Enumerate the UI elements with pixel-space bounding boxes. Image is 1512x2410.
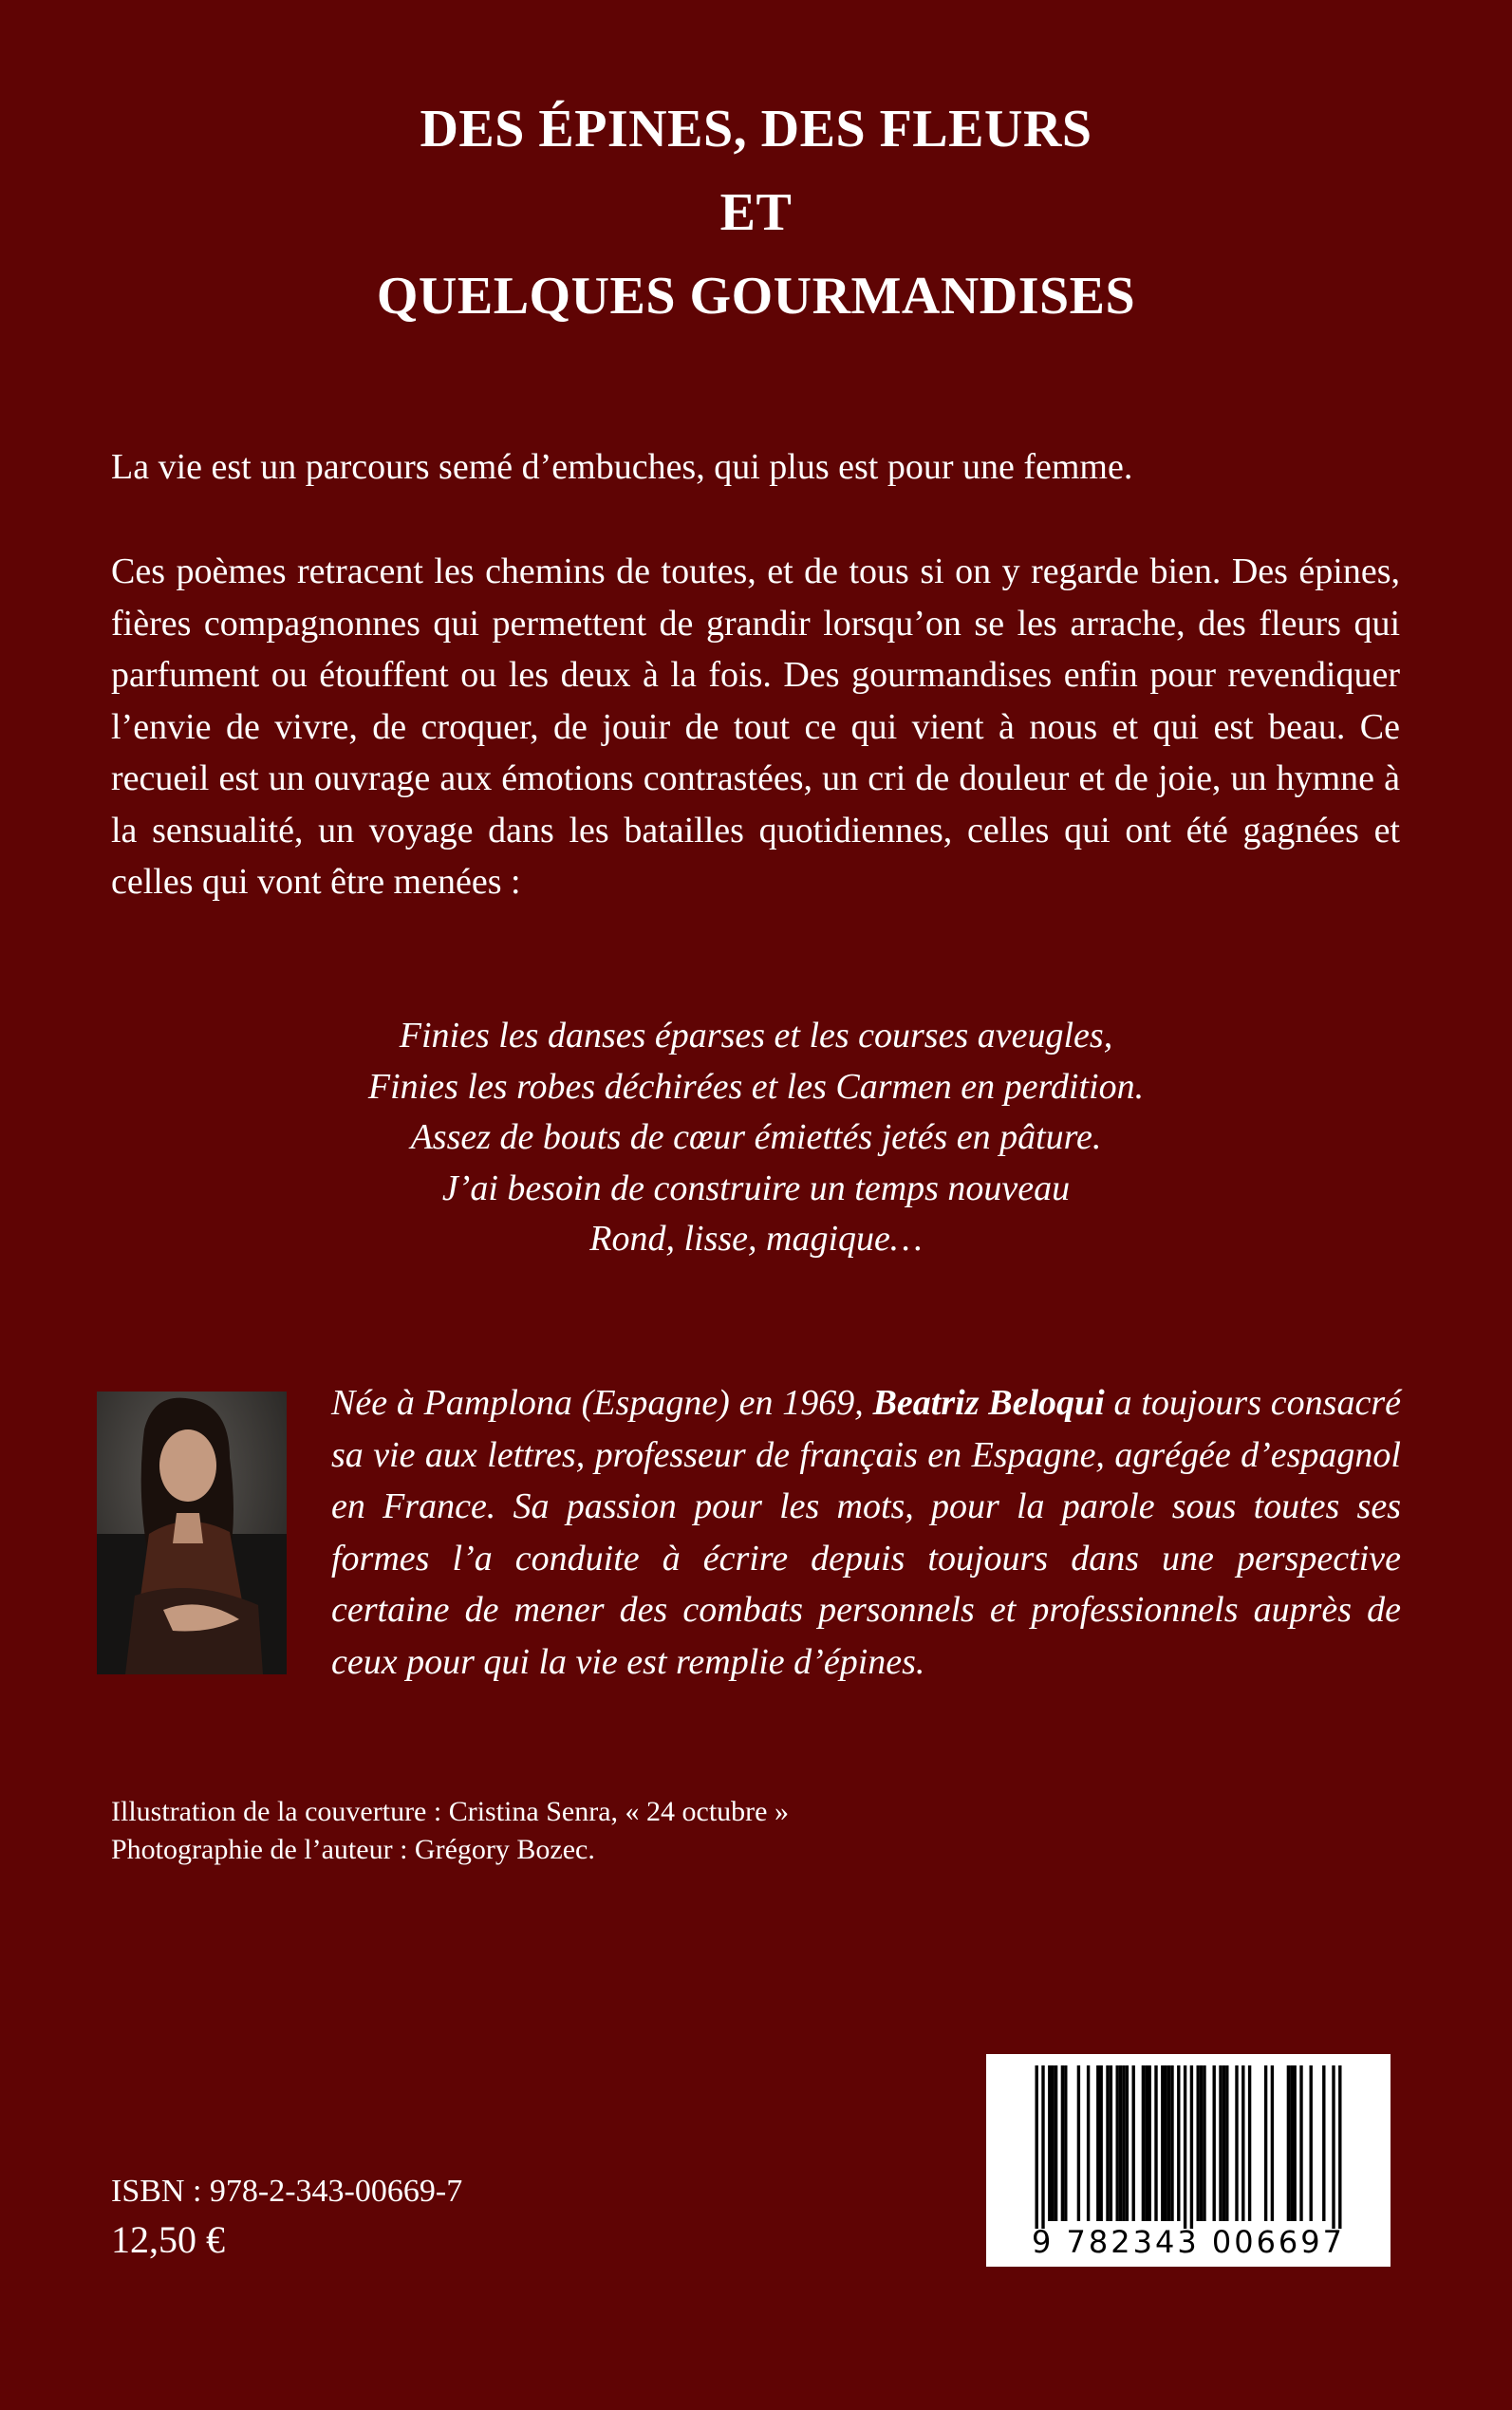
barcode-bar: [1200, 2065, 1203, 2221]
barcode-bar: [1223, 2065, 1225, 2221]
poem-line: Finies les robes déchirées et les Carmen en perdition.: [367, 1066, 1145, 1107]
barcode-bar: [1122, 2065, 1125, 2221]
title-line-3: QUELQUES GOURMANDISES: [376, 267, 1136, 326]
book-title: [0, 87, 1512, 338]
barcode-bar: [1241, 2065, 1244, 2221]
barcode-bar: [1338, 2065, 1341, 2229]
barcode-bar: [1116, 2065, 1119, 2221]
barcode-bar: [1142, 2065, 1145, 2221]
title-line-1: DES ÉPINES, DES FLEURS: [420, 100, 1092, 159]
barcode-bar: [1161, 2065, 1164, 2221]
poem-line: Rond, lisse, magique…: [589, 1219, 923, 1259]
barcode-bar: [1087, 2065, 1090, 2221]
credits: [111, 1793, 789, 1869]
barcode-bar: [1126, 2065, 1129, 2221]
barcode-bar: [1077, 2065, 1080, 2221]
barcode-bar: [1271, 2065, 1274, 2221]
barcode-bar: [1145, 2065, 1148, 2221]
barcode-bar: [1055, 2065, 1057, 2221]
barcode-bar: [1132, 2065, 1135, 2221]
lead-sentence: La vie est un parcours semé d’embuches, qui plus est pour une femme.: [111, 447, 1133, 487]
barcode-bar: [1294, 2065, 1297, 2221]
barcode-bar: [1148, 2065, 1151, 2221]
poem-line: Assez de bouts de cœur émiettés jetés en pâture.: [410, 1117, 1102, 1157]
barcode-bar: [1048, 2065, 1051, 2221]
barcode-digits: 9 782343 006697: [1031, 2224, 1345, 2260]
barcode-bar: [1096, 2065, 1099, 2221]
photo-credit: Photographie de l’auteur : Grégory Bozec.: [111, 1834, 595, 1865]
barcode-bar: [1203, 2065, 1205, 2221]
barcode-bar: [1235, 2065, 1238, 2221]
isbn: ISBN : 978-2-343-00669-7: [111, 2174, 463, 2209]
author-bio: [331, 1377, 1401, 1688]
barcode-bar: [1167, 2065, 1170, 2221]
illustration-credit: Illustration de la couverture : Cristina Senra, « 24 octubre »: [111, 1796, 789, 1827]
barcode-bar: [1310, 2065, 1313, 2221]
barcode-bar: [1170, 2065, 1173, 2221]
bio-text: a toujours consacré sa vie aux lettres, professeur de français en Espagne, agrégée d’espagnol en France. Sa passion pour les mots, pour la parole sous toutes ses formes l’a conduite à écrire depuis toujours dans une perspective certaine de mener des combats personnels et professionnels auprès de ceux pour qui la vie est remplie d’épines.: [331, 1383, 1401, 1682]
barcode-bar: [1061, 2065, 1064, 2221]
barcode-bar: [1332, 2065, 1335, 2229]
barcode-bar: [1213, 2065, 1216, 2221]
barcode-bar: [1119, 2065, 1122, 2221]
barcode-bar: [1036, 2065, 1038, 2229]
barcode: [986, 2054, 1391, 2267]
poem-excerpt: [0, 1011, 1512, 1265]
description-paragraph: Ces poèmes retracent les chemins de toutes, et de tous si on y regarde bien. Des épines, fières compagnonnes qui permettent de grandir lorsqu’on se les arrache, des fleurs qui parfument ou étouffent ou les deux à la fois. Des gourmandises enfin pour revendiquer l’envie de vivre, de croquer, de jouir de tout ce qui vient à nous et qui est beau. Ce recueil est un ouvrage aux émotions contrastées, un cri de douleur et de joie, un hymne à la sensualité, un voyage dans les batailles quotidiennes, celles qui ont été gagnées et celles qui vont être menées :: [111, 551, 1400, 902]
author-name: Beatriz Beloqui: [872, 1383, 1105, 1423]
barcode-bar: [1165, 2065, 1167, 2221]
barcode-bar: [1110, 2065, 1112, 2221]
barcode-bar: [1041, 2065, 1044, 2229]
barcode-bar: [1100, 2065, 1103, 2221]
poem-line: J’ai besoin de construire un temps nouveau: [441, 1168, 1071, 1208]
barcode-bar: [1154, 2065, 1157, 2221]
barcode-bar: [1248, 2065, 1251, 2221]
barcode-bar: [1290, 2065, 1293, 2221]
barcode-bar: [1184, 2065, 1186, 2229]
barcode-bar: [1177, 2065, 1180, 2221]
poem-line: Finies les danses éparses et les courses aveugles,: [399, 1016, 1113, 1056]
barcode-bar: [1197, 2065, 1200, 2221]
barcode-bar: [1264, 2065, 1267, 2221]
bio-intro: Née à Pamplona (Espagne) en 1969,: [331, 1383, 873, 1423]
barcode-bar: [1299, 2065, 1302, 2221]
barcode-bar: [1190, 2065, 1193, 2229]
barcode-bar: [1052, 2065, 1055, 2221]
barcode-bar: [1225, 2065, 1228, 2221]
price: 12,50 €: [111, 2218, 225, 2261]
barcode-bar: [1322, 2065, 1325, 2221]
author-photo: [97, 1392, 287, 1674]
barcode-bar: [1287, 2065, 1290, 2221]
barcode-bar: [1219, 2065, 1222, 2221]
barcode-bar: [1106, 2065, 1109, 2221]
barcode-bar: [1064, 2065, 1067, 2221]
title-line-2: ET: [719, 183, 793, 242]
